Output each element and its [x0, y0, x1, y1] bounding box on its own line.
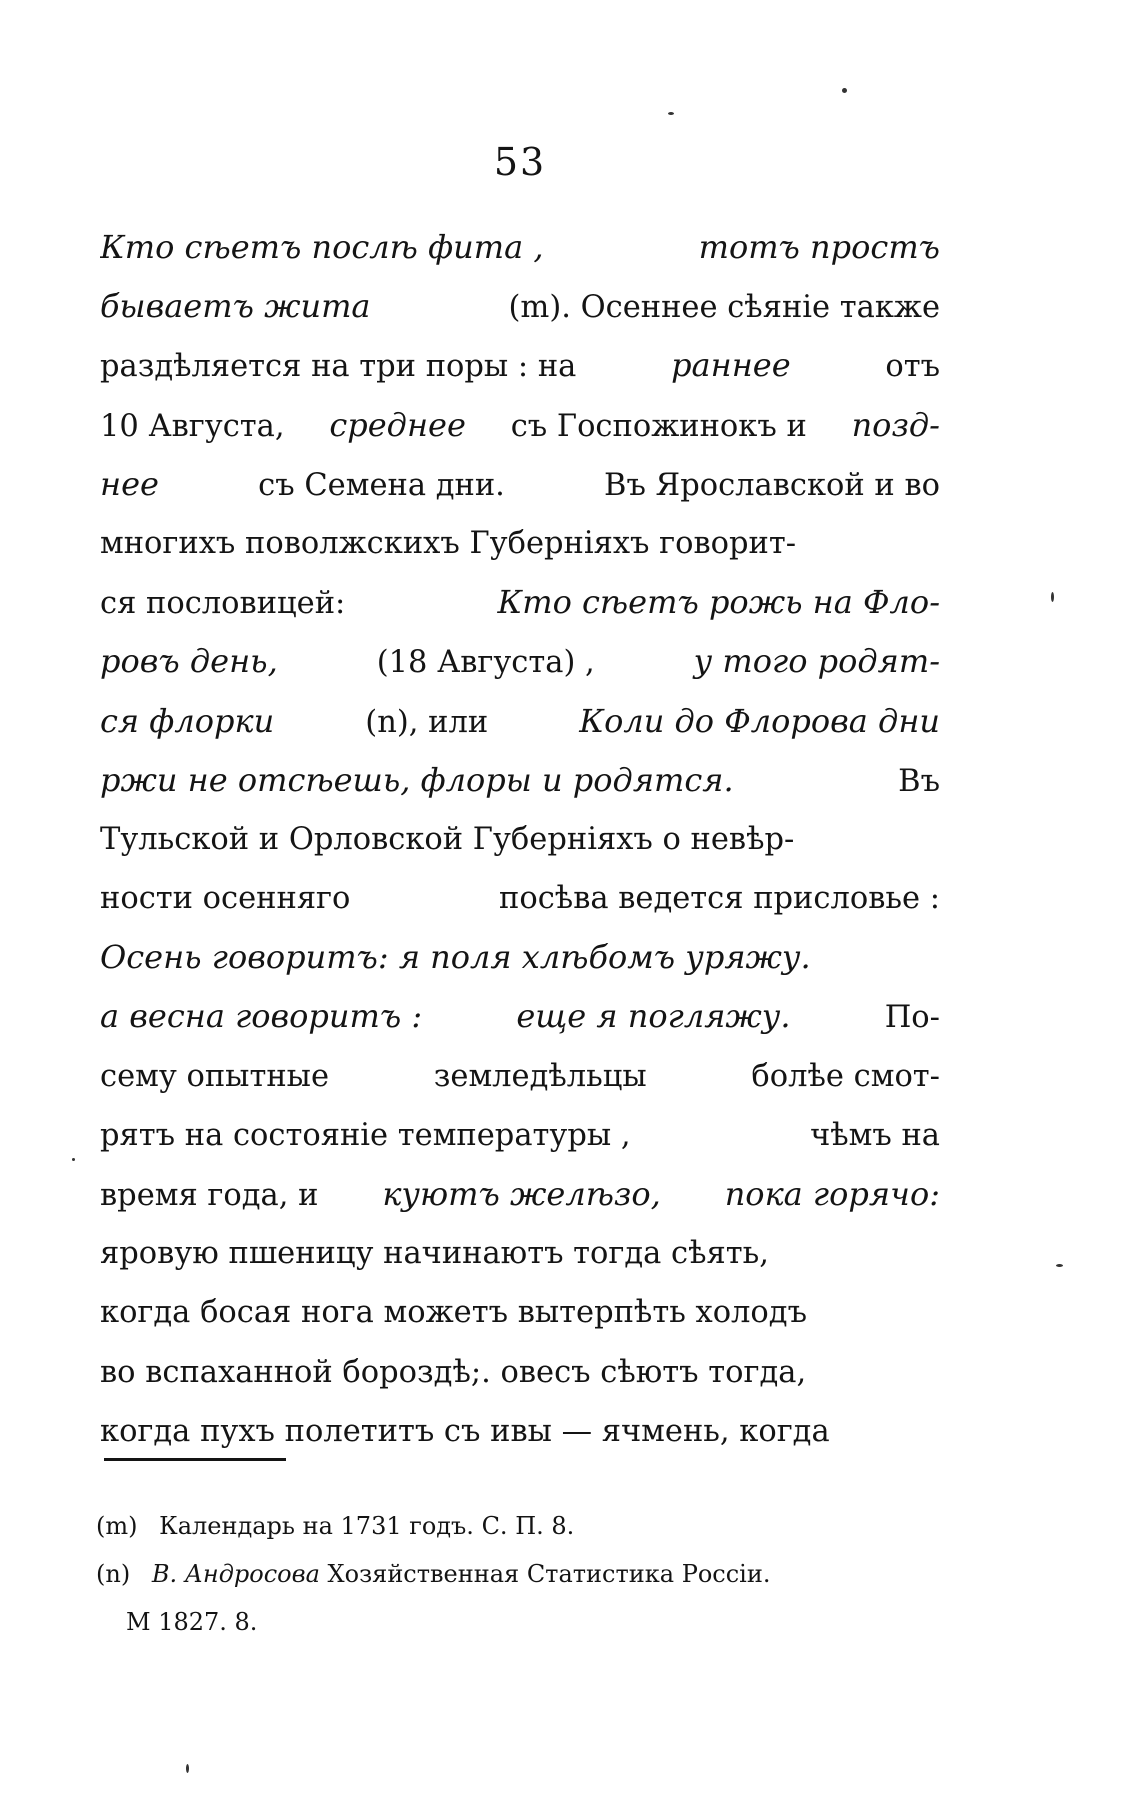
- page-number: 53: [493, 140, 547, 184]
- text-line: [100, 751, 940, 810]
- text-segment: (m). Осеннее сѣяніе также: [508, 290, 940, 326]
- italic-segment: тотъ простъ: [698, 228, 940, 266]
- italic-segment: а весна говоритъ :: [100, 997, 423, 1036]
- text-line: [100, 1165, 940, 1224]
- italic-segment: ровъ день,: [100, 642, 278, 681]
- text-line: [100, 810, 940, 869]
- scan-speck: [1056, 1264, 1063, 1267]
- footnote-text: Хозяйственная Статистика Россіи.: [327, 1560, 771, 1588]
- footnote-marker: (m): [96, 1512, 138, 1540]
- text-segment: яровую пшеницу начинаютъ тогда сѣять,: [100, 1236, 769, 1272]
- text-line: [100, 1047, 940, 1106]
- text-segment: съ Госпожинокъ и: [510, 408, 807, 444]
- text-segment: болѣе смот-: [751, 1058, 940, 1094]
- scan-speck: [668, 112, 674, 115]
- text-line: [100, 1343, 940, 1402]
- italic-segment: бываетъ жита: [100, 287, 371, 326]
- text-segment: рятъ на состояніе температуры ,: [100, 1117, 631, 1153]
- italic-segment: позд-: [851, 405, 940, 444]
- body-text: [100, 218, 940, 1461]
- scan-speck: [72, 1158, 75, 1161]
- text-segment: посѣва ведется присловье :: [499, 881, 940, 917]
- text-segment: 10 Августа,: [100, 408, 285, 444]
- footnote-text: Календарь на 1731 годъ. С. П. 8.: [159, 1512, 575, 1540]
- text-line: [100, 514, 940, 573]
- scan-speck: [1051, 592, 1054, 602]
- text-line: [100, 1283, 940, 1342]
- text-segment: во вспаханной бороздѣ;. овесъ сѣютъ тогда,: [100, 1354, 807, 1390]
- text-line: [100, 277, 940, 336]
- footnote-rule: [104, 1458, 286, 1461]
- text-segment: время года, и: [100, 1178, 319, 1213]
- text-segment: земледѣльцы: [433, 1058, 647, 1094]
- text-line: [100, 692, 940, 751]
- italic-segment: у того родят-: [693, 642, 940, 681]
- footnote-n: [96, 1550, 956, 1598]
- footnote-m: [96, 1502, 956, 1550]
- text-segment: По-: [884, 1000, 940, 1036]
- italic-segment: Коли до Флорова дни: [579, 701, 940, 740]
- text-line: [100, 869, 940, 928]
- text-segment: сему опытные: [100, 1058, 329, 1094]
- text-line: [100, 218, 940, 277]
- text-segment: Тульской и Орловской Губерніяхъ о невѣр-: [100, 821, 795, 857]
- text-line: [100, 573, 940, 632]
- text-line: [100, 396, 940, 455]
- italic-segment: Кто сѣетъ рожь на Фло-: [497, 583, 940, 622]
- text-line: [100, 336, 940, 395]
- text-segment: (n), или: [365, 704, 489, 740]
- text-segment: раздѣляется на три поры : на: [100, 349, 577, 385]
- text-segment: Въ: [898, 763, 940, 799]
- footnote-author: В. Андросова: [151, 1560, 320, 1588]
- text-segment: ности осенняго: [100, 881, 351, 917]
- italic-segment: Осень говоритъ: я поля хлѣбомъ уряжу.: [100, 938, 811, 977]
- scan-speck: [186, 1764, 189, 1773]
- italic-segment: раннее: [671, 346, 791, 385]
- text-line: [100, 1224, 940, 1283]
- text-segment: съ Семена дни.: [258, 467, 505, 503]
- footnotes: [96, 1502, 956, 1646]
- italic-segment: куютъ желѣзо,: [382, 1175, 661, 1213]
- text-line: [100, 987, 940, 1046]
- footnote-n-continuation: М 1827. 8.: [126, 1608, 258, 1636]
- italic-segment: ржи не отсѣешь, флоры и родятся.: [100, 760, 734, 799]
- text-segment: Въ Ярославской и во: [604, 467, 940, 503]
- italic-segment: пока горячо:: [724, 1175, 940, 1213]
- text-segment: чѣмъ на: [810, 1117, 940, 1153]
- italic-segment: Кто сѣетъ послѣ фита ,: [100, 228, 544, 266]
- text-segment: ся пословицей:: [100, 586, 346, 622]
- italic-segment: ся флорки: [100, 701, 275, 740]
- text-segment: когда босая нога можетъ вытерпѣть холодъ: [100, 1295, 807, 1331]
- text-segment: отъ: [885, 349, 940, 385]
- text-segment: многихъ поволжскихъ Губерніяхъ говорит-: [100, 525, 797, 561]
- footnote-marker: (n): [96, 1560, 131, 1588]
- text-segment: (18 Августа) ,: [376, 645, 595, 681]
- text-line: [100, 1106, 940, 1165]
- text-line: [100, 455, 940, 514]
- scan-speck: [842, 88, 847, 93]
- text-line: [100, 928, 940, 987]
- text-segment: когда пухъ полетитъ съ ивы — ячмень, когда: [100, 1413, 830, 1449]
- text-line: [100, 632, 940, 691]
- italic-segment: среднее: [329, 405, 466, 444]
- italic-segment: еще я погляжу.: [516, 997, 791, 1036]
- text-line: [100, 1402, 940, 1461]
- italic-segment: нее: [100, 464, 159, 503]
